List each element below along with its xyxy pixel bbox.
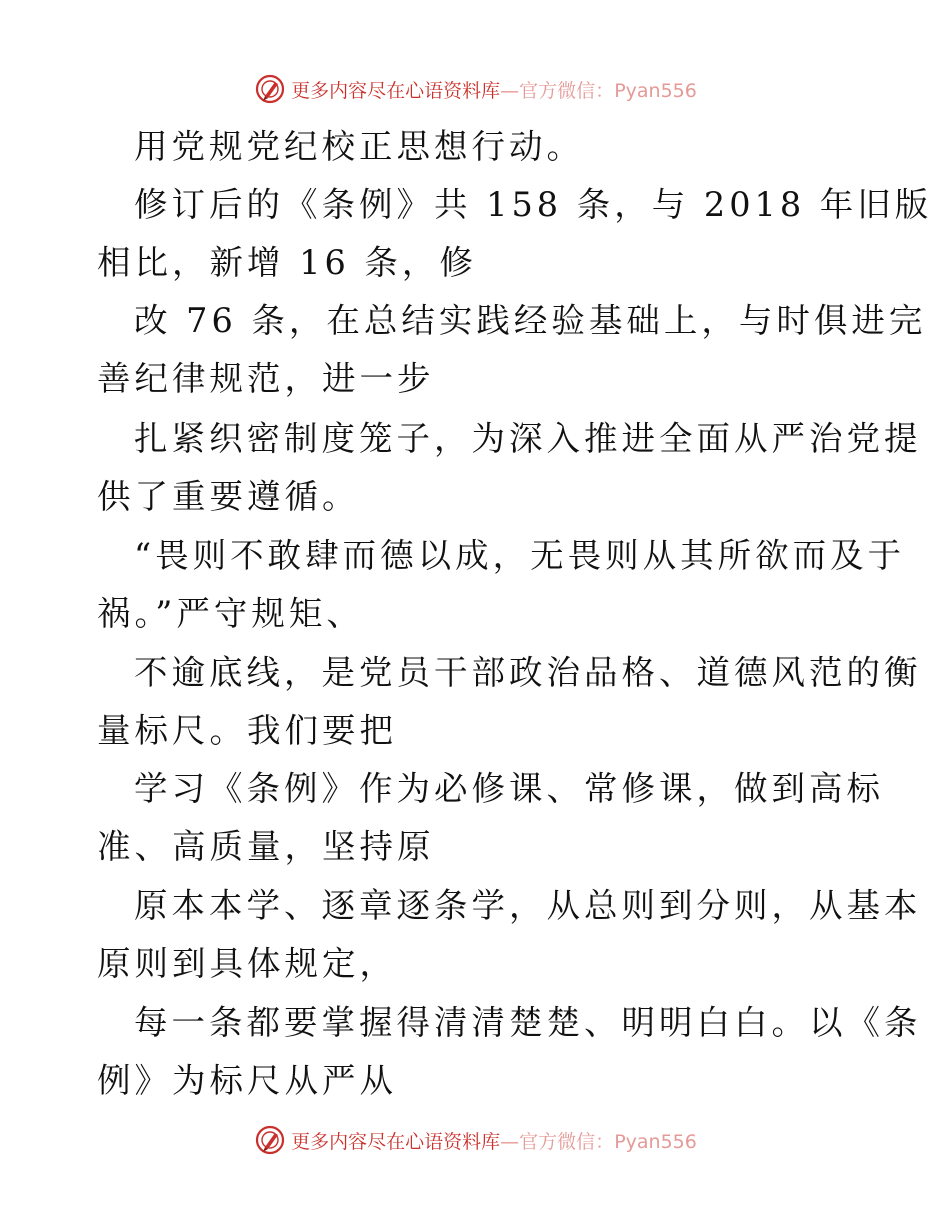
body-line: 每一条都要掌握得清清楚楚、明明白白。以《条	[134, 1003, 922, 1042]
watermark-dash: —	[500, 79, 520, 102]
pen-circle-logo-icon	[253, 72, 287, 106]
body-line: 修订后的《条例》共 158 条，与 2018 年旧版	[134, 185, 933, 224]
body-line: 扎紧织密制度笼子，为深入推进全面从严治党提	[134, 419, 922, 458]
watermark-text	[291, 76, 697, 103]
watermark-main-text: 更多内容尽在心语资料库	[291, 1130, 501, 1153]
watermark-dash: —	[500, 1130, 520, 1153]
body-line: 祸。”严守规矩、	[97, 594, 364, 633]
body-line: 准、高质量，坚持原	[97, 827, 435, 866]
body-line: 不逾底线，是党员干部政治品格、道德风范的衡	[134, 653, 922, 692]
body-line: “畏则不敢肆而德以成，无畏则从其所欲而及于	[134, 536, 906, 575]
body-line: 用党规党纪校正思想行动。	[134, 127, 584, 166]
pen-circle-logo-icon	[253, 1123, 287, 1157]
watermark-wechat-id: Pyan556	[614, 1130, 697, 1153]
watermark-wechat-id: Pyan556	[614, 79, 697, 102]
footer-watermark	[0, 1122, 950, 1158]
body-line: 改 76 条，在总结实践经验基础上，与时俱进完	[134, 301, 927, 340]
body-line: 相比，新增 16 条，修	[97, 243, 477, 282]
watermark-wechat-label: 官方微信：	[519, 1130, 615, 1153]
watermark-text	[291, 1127, 697, 1154]
header-watermark	[0, 71, 950, 107]
body-line: 量标尺。我们要把	[97, 711, 397, 750]
watermark-main-text: 更多内容尽在心语资料库	[291, 79, 501, 102]
body-line: 供了重要遵循。	[97, 477, 360, 516]
watermark-wechat-label: 官方微信：	[519, 79, 615, 102]
body-line: 例》为标尺从严从	[97, 1061, 397, 1100]
body-line: 原本本学、逐章逐条学，从总则到分则，从基本	[134, 886, 922, 925]
body-line: 善纪律规范，进一步	[97, 359, 435, 398]
body-line: 原则到具体规定，	[97, 944, 397, 983]
body-line: 学习《条例》作为必修课、常修课，做到高标	[134, 769, 884, 808]
